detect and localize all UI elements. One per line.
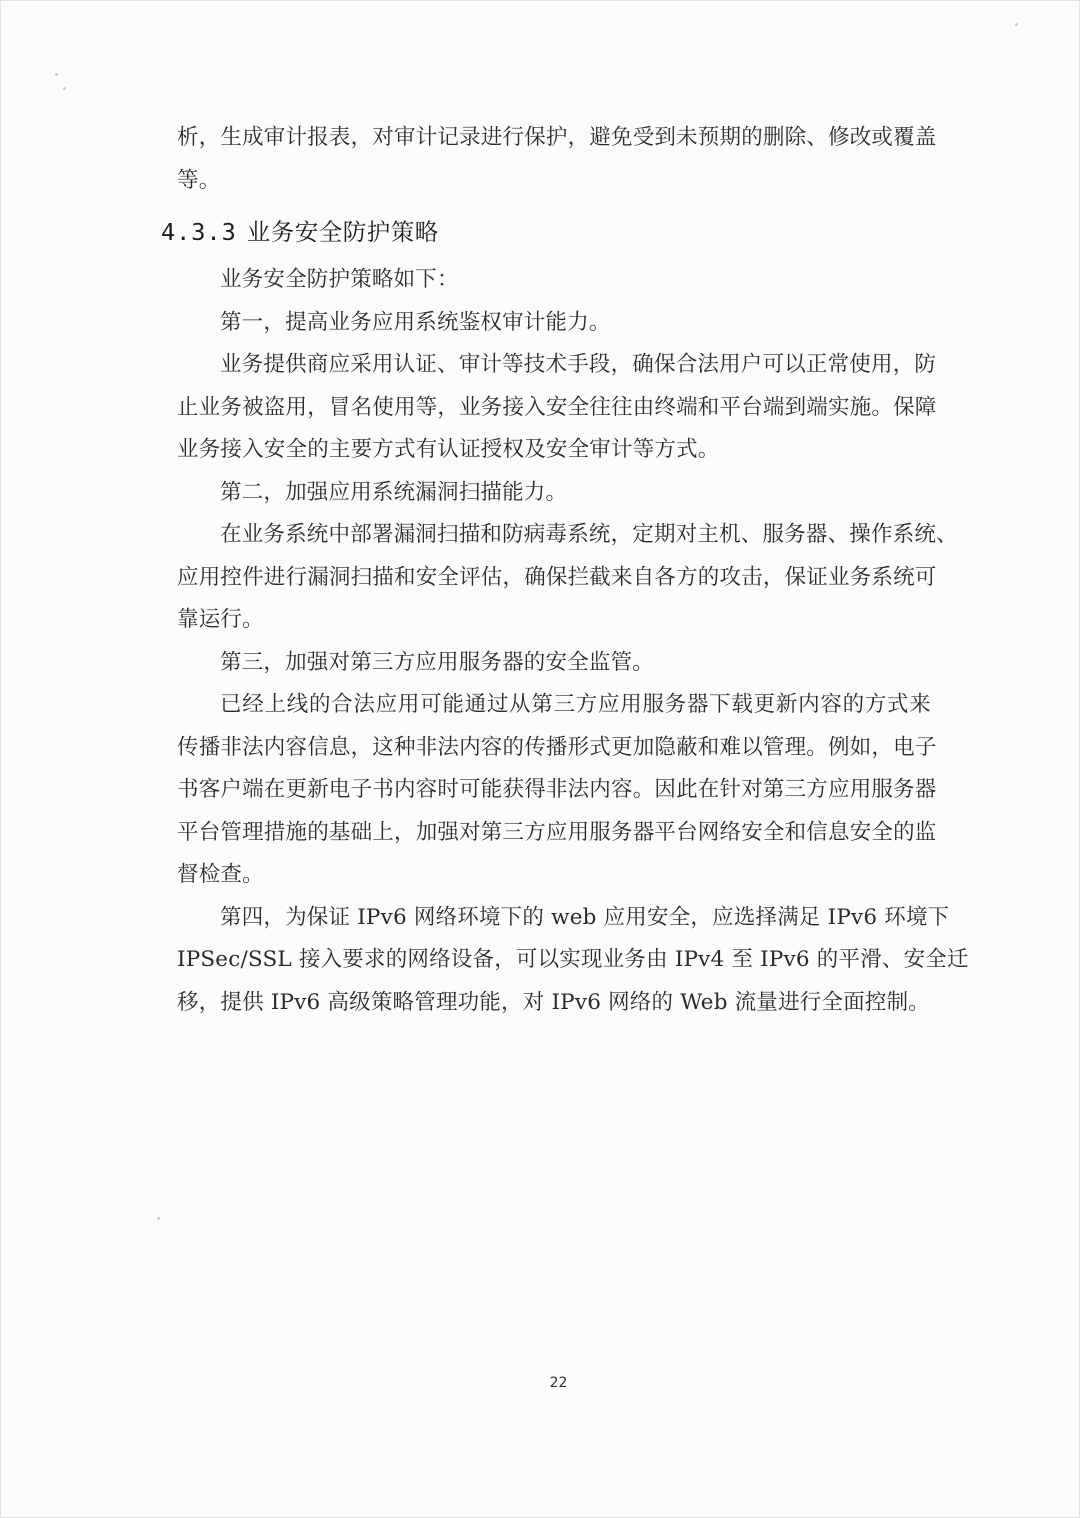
text-line: 析，生成审计报表，对审计记录进行保护，避免受到未预期的删除、修改或覆盖 xyxy=(177,125,937,150)
section-number: 4.3.3 xyxy=(161,218,237,246)
text-line: 书客户端在更新电子书内容时可能获得非法内容。因此在针对第三方应用服务器 xyxy=(177,777,937,802)
text-line: 业务接入安全的主要方式有认证授权及安全审计等方式。 xyxy=(177,437,720,462)
paragraph xyxy=(177,472,931,515)
text-line: 平台管理措施的基础上，加强对第三方应用服务器平台网络安全和信息安全的监 xyxy=(177,819,937,845)
text-line: 业务安全防护策略如下： xyxy=(220,267,459,292)
scan-speck xyxy=(1015,23,1018,26)
text-line: 靠运行。 xyxy=(177,607,264,632)
text-line: 应用控件进行漏洞扫描和安全评估，确保拦截来自各方的攻击，保证业务系统可 xyxy=(177,564,937,590)
paragraph xyxy=(177,897,969,1025)
scan-speck xyxy=(55,73,58,76)
text-line: IPSec/SSL 接入要求的网络设备，可以实现业务由 IPv4 至 IPv6 的平滑、安全迁 xyxy=(177,947,969,972)
text-line: 第三，加强对第三方应用服务器的安全监管。 xyxy=(220,649,655,675)
text-line: 已经上线的合法应用可能通过从第三方应用服务器下载更新内容的方式来 xyxy=(220,692,931,717)
text-line: 第一，提高业务应用系统鉴权审计能力。 xyxy=(220,309,611,335)
page-number: 22 xyxy=(549,1375,568,1391)
text-line: 第四，为保证 IPv6 网络环境下的 web 应用安全，应选择满足 IPv6 环境下 xyxy=(220,904,950,930)
scan-speck xyxy=(157,1217,160,1220)
section-title: 业务安全防护策略 xyxy=(246,218,439,246)
text-line: 等。 xyxy=(177,167,221,193)
paragraph xyxy=(177,514,958,642)
text-line: 业务提供商应采用认证、审计等技术手段，确保合法用户可以正常使用，防 xyxy=(220,352,937,377)
paragraph xyxy=(177,684,937,897)
paragraph xyxy=(177,259,931,302)
scan-speck xyxy=(63,87,66,90)
text-line: 第二，加强应用系统漏洞扫描能力。 xyxy=(220,479,568,505)
paragraph xyxy=(177,642,931,685)
text-line: 传播非法内容信息，这种非法内容的传播形式更加隐蔽和难以管理。例如，电子 xyxy=(177,734,937,760)
section-heading xyxy=(161,212,439,252)
text-line: 止业务被盗用，冒名使用等，业务接入安全往往由终端和平台端到端实施。保障 xyxy=(177,394,937,420)
document-body xyxy=(177,117,937,202)
paragraph xyxy=(177,302,931,345)
paragraph xyxy=(177,344,937,472)
text-line: 移，提供 IPv6 高级策略管理功能，对 IPv6 网络的 Web 流量进行全面控制。 xyxy=(177,989,931,1015)
text-line: 督检查。 xyxy=(177,862,264,887)
section-content xyxy=(177,259,969,1024)
text-line: 在业务系统中部署漏洞扫描和防病毒系统，定期对主机、服务器、操作系统、 xyxy=(220,522,958,547)
